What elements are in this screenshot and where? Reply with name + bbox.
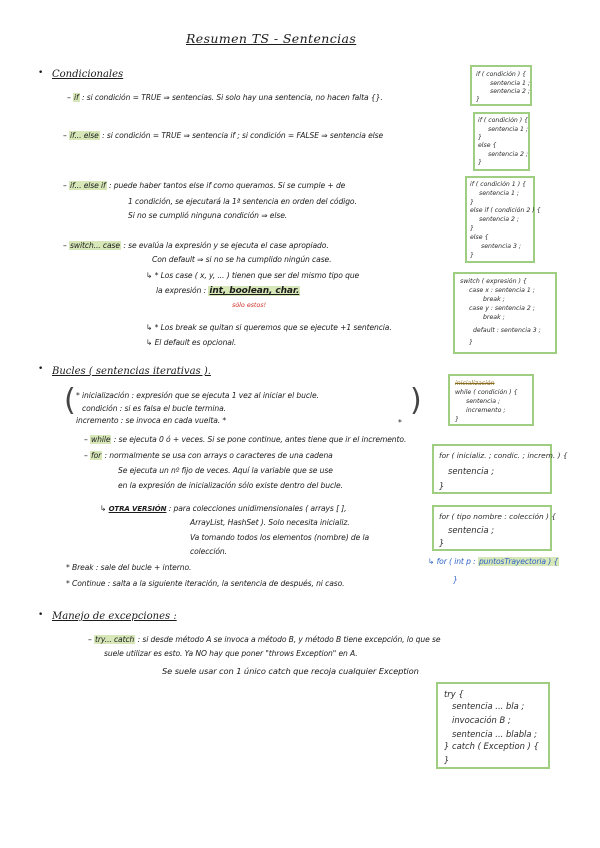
loops-paren-open: ( <box>64 383 76 418</box>
loops-paren-close: ) <box>410 383 422 418</box>
code-box-if: if ( condición ) { sentencia 1 ; sentencia 2 ; } <box>470 65 532 106</box>
bullet: • <box>38 610 44 620</box>
switch-line-5: ↳ * Los break se quitan si queremos que se ejecute +1 sentencia. <box>146 323 392 332</box>
ifelse-line: – if... else : si condición = TRUE ⇒ sentencia if ; si condición = FALSE ⇒ sentencia else <box>63 131 384 140</box>
switch-line: – switch... case : se evalúa la expresión y se ejecuta el case apropiado. <box>63 241 329 250</box>
section-heading-loops: Bucles ( sentencias iterativas ). <box>52 366 211 377</box>
try-line-3: Se suele usar con 1 único catch que recoja cualquier Exception <box>162 666 419 676</box>
switch-line-6: ↳ El default es opcional. <box>146 338 237 347</box>
try-line: – try... catch : si desde método A se invoca a método B, y método B tiene excepción, lo que se <box>88 635 441 644</box>
other-version-line-4: colección. <box>190 547 227 556</box>
while-line: – while : se ejecuta 0 ó + veces. Si se pone continue, antes tiene que ir el incremento. <box>84 435 407 444</box>
elseif-line-3: Si no se cumplió ninguna condición ⇒ else. <box>128 211 288 220</box>
elseif-line-2: 1 condición, se ejecutará la 1ª sentencia en orden del código. <box>128 197 357 206</box>
for-line: – for : normalmente se usa con arrays o caracteres de una cadena <box>84 451 333 460</box>
section-heading-conditionals: Condicionales <box>52 69 124 80</box>
code-box-switch: switch ( expresión ) { case x : sentencia 1 ; break ; case y : sentencia 2 ; break ; default : sentencia 3 ; } <box>453 272 557 354</box>
loops-inc: incremento : se invoca en cada vuelta. * <box>76 416 227 425</box>
for-line-2: Se ejecuta un nº fijo de veces. Aquí la variable que se use <box>118 466 333 475</box>
loops-star: * <box>398 418 402 427</box>
code-box-elseif: if ( condición 1 ) { sentencia 1 ; } else if ( condición 2 ) { sentencia 2 ; } else { sentencia 3 ; } <box>465 176 535 263</box>
loops-cond: condición : si es falsa el bucle termina. <box>82 404 226 413</box>
page-title: Resumen TS - Sentencias <box>186 31 357 46</box>
other-version-line-2: ArrayList, HashSet ). Solo necesita inicializ. <box>190 518 350 527</box>
bullet: • <box>38 68 44 78</box>
other-version-line: ↳ OTRA VERSIÓN : para colecciones unidimensionales ( arrays [ ], <box>100 504 347 513</box>
code-box-for: for ( inicializ. ; condic. ; increm. ) { sentencia ; } <box>432 444 552 494</box>
code-box-ifelse: if ( condición ) { sentencia 1 ; } else { sentencia 2 ; } <box>473 112 530 171</box>
code-box-try: try { sentencia ... bla ; invocación B ; sentencia ... blabla ; } catch ( Exception ) { } <box>436 682 550 769</box>
code-box-foreach: for ( tipo nombre : colección ) { sentencia ; } <box>432 505 552 551</box>
switch-line-3: ↳ * Los case ( x, y, ... ) tienen que ser del mismo tipo que <box>146 271 360 280</box>
code-box-while: inicialización while ( condición ) { sentencia ; incremento ; } <box>448 374 534 426</box>
switch-note: sólo estos! <box>232 301 267 309</box>
foreach-example: ↳ for ( int p : puntosTrayectoria ) { <box>428 557 559 566</box>
foreach-example-close: } <box>453 575 458 584</box>
break-line: * Break : sale del bucle + interno. <box>66 563 192 572</box>
if-line: – if : si condición = TRUE ⇒ sentencias. Si solo hay una sentencia, no hacen falta {}. <box>67 93 383 102</box>
section-heading-exceptions: Manejo de excepciones : <box>52 611 177 622</box>
for-line-3: en la expresión de inicialización sólo existe dentro del bucle. <box>118 481 343 490</box>
try-line-2: suele utilizar es esto. Ya NO hay que poner "throws Exception" en A. <box>104 649 358 658</box>
switch-line-2: Con default ⇒ si no se ha cumplido ningún case. <box>152 255 332 264</box>
elseif-line: – if... else if : puede haber tantos else if como queramos. Si se cumple + de <box>63 181 346 190</box>
switch-line-4: la expresión : int, boolean, char. <box>156 286 300 296</box>
other-version-line-3: Va tomando todos los elementos (nombre) de la <box>190 533 370 542</box>
continue-line: * Continue : salta a la siguiente iteración, la sentencia de después, ni caso. <box>66 579 345 588</box>
loops-init: * inicialización : expresión que se ejecuta 1 vez al iniciar el bucle. <box>76 391 319 400</box>
bullet: • <box>38 364 44 374</box>
